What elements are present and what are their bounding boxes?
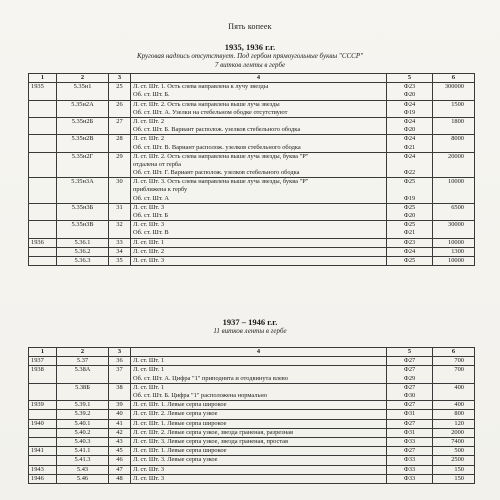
- cell-stamp: [387, 221, 433, 238]
- cell-value: 150: [433, 465, 475, 474]
- section-2-subtitle: 11 витков ленты в гербе: [213, 327, 287, 335]
- cell-number: 35: [109, 256, 131, 265]
- cell-description: [131, 357, 387, 366]
- cell-year: 1935: [29, 83, 57, 100]
- header-col-1: 1: [29, 74, 57, 83]
- table-row: [29, 135, 475, 152]
- table-row: [29, 428, 475, 437]
- cell-stamp-line: Ф31: [403, 410, 416, 418]
- cell-year: [29, 178, 57, 204]
- cell-stamp-line: Ф33: [403, 465, 416, 473]
- table-row: [29, 117, 475, 134]
- table-row: [29, 456, 475, 465]
- table-row: [29, 465, 475, 474]
- cell-description-line: Л. ст. Шт. 2: [133, 135, 165, 143]
- cell-value: 700: [433, 366, 475, 383]
- table-header-row: [29, 348, 475, 357]
- cell-catalog-code: 5.35н2Б: [57, 117, 109, 134]
- cell-stamp-line: Ф25: [403, 203, 416, 211]
- coin-table-1937-1946: [28, 347, 475, 484]
- cell-description: [131, 474, 387, 483]
- cell-catalog-code: 5.38Б: [57, 383, 109, 400]
- table-row: [29, 178, 475, 204]
- cell-catalog-code: 5.35н3А: [57, 178, 109, 204]
- cell-stamp-line: Ф22: [403, 169, 416, 177]
- cell-stamp-line: Ф29: [403, 374, 416, 382]
- cell-description: [131, 447, 387, 456]
- cell-description-line: Л. ст. Шт. 1. Ость слева направлена к лучу звезды: [133, 83, 269, 91]
- cell-description-line: Л. ст. Шт. 3: [133, 221, 165, 229]
- cell-stamp: [387, 419, 433, 428]
- table-row: [29, 247, 475, 256]
- cell-catalog-code: 5.41.3: [57, 456, 109, 465]
- cell-description-line: Л. ст. Шт. 2: [133, 247, 165, 255]
- cell-stamp: [387, 366, 433, 383]
- header-col-5: 5: [387, 348, 433, 357]
- cell-year: [29, 437, 57, 446]
- cell-value: 1300: [433, 247, 475, 256]
- cell-stamp-line: Ф33: [403, 474, 416, 482]
- cell-description: [131, 437, 387, 446]
- cell-value: 6500: [433, 203, 475, 220]
- cell-description-line: Л. ст. Шт. 3: [133, 256, 165, 264]
- cell-stamp: [387, 83, 433, 100]
- cell-value: 120: [433, 419, 475, 428]
- cell-catalog-code: 5.40.1: [57, 419, 109, 428]
- cell-stamp: [387, 135, 433, 152]
- cell-year: [29, 428, 57, 437]
- section-1-subtitle: 7 витков ленты в гербе: [214, 61, 286, 69]
- cell-description-line: Об. ст. Шт. А. Узелки на стебельном ободке отсутствуют: [133, 108, 288, 116]
- cell-description-line: Об. ст. Шт. Б: [133, 212, 169, 220]
- cell-catalog-code: 5.41.1: [57, 447, 109, 456]
- cell-stamp: [387, 410, 433, 419]
- cell-catalog-code: 5.35н3В: [57, 221, 109, 238]
- cell-catalog-code: 5.43: [57, 465, 109, 474]
- cell-description-line: Л. ст. Шт. 1: [133, 366, 165, 374]
- cell-year: [29, 383, 57, 400]
- cell-catalog-code: 5.35н2В: [57, 135, 109, 152]
- cell-catalog-code: 5.35н2Г: [57, 152, 109, 178]
- cell-description: [131, 221, 387, 238]
- cell-value: 500: [433, 447, 475, 456]
- table-row: [29, 383, 475, 400]
- cell-description: [131, 410, 387, 419]
- cell-stamp-line: Ф33: [403, 456, 416, 464]
- cell-number: 36: [109, 357, 131, 366]
- cell-stamp-line: Ф33: [403, 437, 416, 445]
- cell-year: [29, 135, 57, 152]
- cell-stamp-line: Ф25: [403, 178, 416, 186]
- cell-stamp-line: Ф27: [403, 366, 416, 374]
- cell-value: 800: [433, 410, 475, 419]
- cell-description-line: Об. ст. Шт. Б.: [133, 91, 170, 99]
- cell-year: [29, 117, 57, 134]
- cell-description-line: Л. ст. Шт. 1. Левые серпа широкое: [133, 419, 227, 427]
- cell-description: [131, 401, 387, 410]
- cell-value: 10000: [433, 238, 475, 247]
- cell-number: 40: [109, 410, 131, 419]
- cell-value: 7400: [433, 437, 475, 446]
- table-row: [29, 221, 475, 238]
- cell-value: 30000: [433, 221, 475, 238]
- cell-stamp-line: Ф27: [403, 419, 416, 427]
- cell-stamp: [387, 357, 433, 366]
- cell-catalog-code: 5.36.2: [57, 247, 109, 256]
- cell-year: [29, 256, 57, 265]
- cell-stamp-line: [389, 161, 430, 169]
- cell-number: 34: [109, 247, 131, 256]
- cell-description: [131, 238, 387, 247]
- cell-description: [131, 256, 387, 265]
- table-row: [29, 410, 475, 419]
- cell-stamp-line: Ф20: [403, 91, 416, 99]
- cell-catalog-code: 5.39.1: [57, 401, 109, 410]
- cell-number: 30: [109, 178, 131, 204]
- cell-stamp-line: [389, 186, 430, 194]
- cell-stamp: [387, 117, 433, 134]
- cell-stamp-line: Ф20: [403, 212, 416, 220]
- cell-stamp: [387, 401, 433, 410]
- cell-description-line: Л. ст. Шт. 3. Ость слева направлена выше луча звезды, буква "Р": [133, 178, 309, 186]
- header-col-4: 4: [131, 348, 387, 357]
- cell-value: 150: [433, 474, 475, 483]
- cell-stamp-line: Ф24: [403, 117, 416, 125]
- cell-stamp-line: Ф27: [403, 383, 416, 391]
- cell-number: 37: [109, 366, 131, 383]
- header-col-2: 2: [57, 74, 109, 83]
- cell-description: [131, 465, 387, 474]
- cell-description-line: Л. ст. Шт. 2. Ость слева направлена выше луча звезды: [133, 100, 280, 108]
- cell-value: 1500: [433, 100, 475, 117]
- cell-value: 700: [433, 357, 475, 366]
- table-row: [29, 474, 475, 483]
- cell-description-line: Л. ст. Шт. 3: [133, 203, 165, 211]
- cell-stamp: [387, 178, 433, 204]
- cell-stamp-line: Ф25: [403, 221, 416, 229]
- table-row: [29, 256, 475, 265]
- cell-year: [29, 152, 57, 178]
- cell-stamp-line: Ф24: [403, 135, 416, 143]
- cell-catalog-code: 5.46: [57, 474, 109, 483]
- cell-number: 26: [109, 100, 131, 117]
- cell-number: 38: [109, 383, 131, 400]
- cell-description-line: Л. ст. Шт. 2. Ость слева направлена выше луча звезды, буква "Р": [133, 152, 309, 160]
- table-row: [29, 238, 475, 247]
- cell-description-line: Об. ст. Шт. Б. Вариант располож. узелков стебельного ободка: [133, 126, 301, 134]
- cell-value: 2000: [433, 428, 475, 437]
- table-2-body: [29, 357, 475, 484]
- cell-stamp-line: Ф27: [403, 357, 416, 365]
- cell-description: [131, 203, 387, 220]
- cell-catalog-code: 5.37: [57, 357, 109, 366]
- cell-description: [131, 247, 387, 256]
- table-row: [29, 401, 475, 410]
- coin-table-1935-1936: [28, 73, 475, 266]
- cell-year: 1946: [29, 474, 57, 483]
- cell-description: [131, 83, 387, 100]
- cell-year: [29, 221, 57, 238]
- cell-description-line: Л. ст. Шт. 1: [133, 238, 165, 246]
- cell-stamp-line: Ф21: [403, 229, 416, 237]
- cell-stamp: [387, 456, 433, 465]
- table-row: [29, 357, 475, 366]
- cell-number: 33: [109, 238, 131, 247]
- cell-number: 39: [109, 401, 131, 410]
- cell-catalog-code: 5.35н2А: [57, 100, 109, 117]
- cell-year: 1938: [29, 366, 57, 383]
- cell-year: 1940: [29, 419, 57, 428]
- cell-catalog-code: 5.36.3: [57, 256, 109, 265]
- cell-value: 400: [433, 401, 475, 410]
- cell-description: [131, 100, 387, 117]
- header-col-6: 6: [433, 74, 475, 83]
- cell-number: 41: [109, 419, 131, 428]
- cell-stamp: [387, 437, 433, 446]
- cell-stamp-line: Ф24: [403, 247, 416, 255]
- header-col-6: 6: [433, 348, 475, 357]
- cell-stamp: [387, 203, 433, 220]
- cell-stamp-line: Ф23: [403, 238, 416, 246]
- table-row: [29, 447, 475, 456]
- cell-description-line: Л. ст. Шт. 3. Левые серпа узкое: [133, 456, 218, 464]
- cell-description-line: Л. ст. Шт. 1: [133, 383, 165, 391]
- cell-catalog-code: 5.39.2: [57, 410, 109, 419]
- cell-stamp-line: Ф24: [403, 100, 416, 108]
- header-col-3: 3: [109, 348, 131, 357]
- cell-number: 47: [109, 465, 131, 474]
- cell-stamp-line: Ф21: [403, 143, 416, 151]
- cell-number: 25: [109, 83, 131, 100]
- cell-description: [131, 152, 387, 178]
- table-row: [29, 152, 475, 178]
- section-2-heading: [0, 317, 500, 336]
- cell-number: 32: [109, 221, 131, 238]
- section-1-years: 1935, 1936 г.г.: [224, 42, 276, 52]
- cell-number: 48: [109, 474, 131, 483]
- table-row: [29, 83, 475, 100]
- table-row: [29, 419, 475, 428]
- cell-year: [29, 100, 57, 117]
- cell-number: 43: [109, 437, 131, 446]
- cell-description-line: Л. ст. Шт. 2. Левые серпа узкое: [133, 410, 218, 418]
- cell-description-line: Об. ст. Шт. Б. Цифра "1" расположена нормально: [133, 391, 268, 399]
- cell-description: [131, 428, 387, 437]
- cell-catalog-code: 5.35н3Б: [57, 203, 109, 220]
- section-1-heading: [0, 42, 500, 70]
- cell-year: 1936: [29, 238, 57, 247]
- cell-description-line: приближена к гербу: [133, 186, 188, 194]
- cell-catalog-code: 5.40.2: [57, 428, 109, 437]
- cell-number: 27: [109, 117, 131, 134]
- cell-number: 42: [109, 428, 131, 437]
- page-title: Пять копеек: [228, 22, 272, 31]
- cell-description-line: Л. ст. Шт. 3. Левые серпа узкое, звезда граненая, простая: [133, 437, 288, 445]
- cell-description: [131, 117, 387, 134]
- section-2-years: 1937 – 1946 г.г.: [222, 317, 278, 327]
- cell-stamp-line: Ф19: [403, 194, 416, 202]
- cell-stamp-line: Ф20: [403, 126, 416, 134]
- cell-value: 400: [433, 383, 475, 400]
- cell-description-line: Л. ст. Шт. 2: [133, 117, 165, 125]
- cell-year: [29, 456, 57, 465]
- cell-description: [131, 456, 387, 465]
- cell-stamp: [387, 428, 433, 437]
- cell-description: [131, 366, 387, 383]
- cell-value: 20000: [433, 152, 475, 178]
- cell-catalog-code: 5.40.3: [57, 437, 109, 446]
- cell-stamp-line: Ф25: [403, 256, 416, 264]
- cell-value: 2500: [433, 456, 475, 465]
- cell-description-line: Об. ст. Шт. А. Цифра "1" приподнята и отодвинута влево: [133, 374, 288, 382]
- cell-number: 31: [109, 203, 131, 220]
- table-row: [29, 437, 475, 446]
- cell-stamp: [387, 447, 433, 456]
- cell-description-line: Л. ст. Шт. 1. Левые серпа широкое: [133, 447, 227, 455]
- header-col-4: 4: [131, 74, 387, 83]
- cell-stamp-line: Ф30: [403, 391, 416, 399]
- cell-value: 8000: [433, 135, 475, 152]
- cell-number: 29: [109, 152, 131, 178]
- cell-stamp-line: Ф31: [403, 428, 416, 436]
- cell-description: [131, 135, 387, 152]
- cell-stamp: [387, 465, 433, 474]
- cell-description-line: Об. ст. Шт. В. Вариант располож. узелков стебельного ободка: [133, 143, 301, 151]
- cell-year: [29, 203, 57, 220]
- cell-catalog-code: 5.36.1: [57, 238, 109, 247]
- cell-stamp: [387, 474, 433, 483]
- cell-stamp-line: Ф24: [403, 152, 416, 160]
- header-col-2: 2: [57, 348, 109, 357]
- cell-stamp: [387, 100, 433, 117]
- cell-description-line: Л. ст. Шт. 2. Левые серпа узкое, звезда граненая, разрезная: [133, 428, 293, 436]
- cell-stamp-line: Ф19: [403, 108, 416, 116]
- cell-stamp: [387, 238, 433, 247]
- cell-catalog-code: 5.38А: [57, 366, 109, 383]
- cell-year: 1939: [29, 401, 57, 410]
- table-header-row: [29, 74, 475, 83]
- cell-number: 28: [109, 135, 131, 152]
- section-1-description: Круговая надпись отсутствует. Под гербом прямоугольные буквы "СССР": [136, 52, 364, 60]
- cell-description-line: Л. ст. Шт. 3: [133, 465, 165, 473]
- cell-stamp: [387, 152, 433, 178]
- cell-number: 46: [109, 456, 131, 465]
- header-col-3: 3: [109, 74, 131, 83]
- cell-description: [131, 178, 387, 204]
- cell-description-line: Об. ст. Шт. А: [133, 194, 169, 202]
- cell-stamp-line: Ф23: [403, 83, 416, 91]
- cell-stamp-line: Ф27: [403, 401, 416, 409]
- header-col-5: 5: [387, 74, 433, 83]
- table-1-body: [29, 83, 475, 266]
- cell-value: 10000: [433, 256, 475, 265]
- cell-year: [29, 247, 57, 256]
- cell-year: 1937: [29, 357, 57, 366]
- cell-value: 10000: [433, 178, 475, 204]
- cell-description-line: Л. ст. Шт. 3: [133, 474, 165, 482]
- cell-value: 300000: [433, 83, 475, 100]
- cell-year: [29, 410, 57, 419]
- cell-stamp: [387, 256, 433, 265]
- header-col-1: 1: [29, 348, 57, 357]
- cell-description-line: Л. ст. Шт. 1: [133, 357, 165, 365]
- cell-number: 45: [109, 447, 131, 456]
- cell-description-line: отдалена от герба: [133, 160, 182, 168]
- cell-description-line: Л. ст. Шт. 1. Левые серпа широкое: [133, 401, 227, 409]
- cell-description: [131, 383, 387, 400]
- cell-description-line: Об. ст. Шт. В: [133, 229, 169, 237]
- table-row: [29, 366, 475, 383]
- cell-year: 1941: [29, 447, 57, 456]
- cell-stamp-line: Ф27: [403, 447, 416, 455]
- cell-year: 1943: [29, 465, 57, 474]
- cell-stamp: [387, 383, 433, 400]
- table-row: [29, 100, 475, 117]
- cell-stamp: [387, 247, 433, 256]
- cell-description: [131, 419, 387, 428]
- table-row: [29, 203, 475, 220]
- cell-catalog-code: 5.35н1: [57, 83, 109, 100]
- cell-description-line: Об. ст. Шт. Г. Вариант располож. узелков стебельного ободка: [133, 169, 300, 177]
- cell-value: 1800: [433, 117, 475, 134]
